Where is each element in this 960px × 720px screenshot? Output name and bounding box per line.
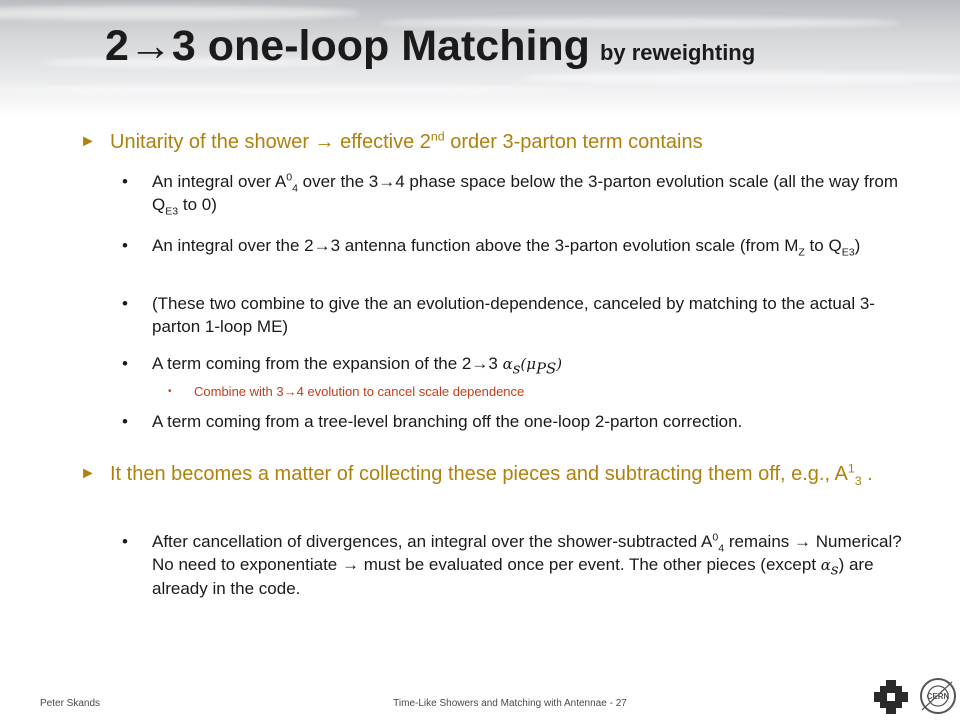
- bullet-dot-icon: •: [122, 236, 128, 255]
- subbullet-scale-dependence: • Combine with 3→4 evolution to cancel scale dependence: [168, 384, 525, 399]
- bullet-after-cancellation: • After cancellation of divergences, an integral over the shower-subtracted $A^0_4$ remains → Numerical? No need to exponentiate → must be evaluated once per event. The other pieces (except $\alpha_s$) are already in the code.: [122, 531, 902, 598]
- bullet-unitarity: ► Unitarity of the shower → effective 2nd order 3-parton term contains: [80, 129, 703, 153]
- bullet-integral-a04: • An integral over $A^0_4$ over the 3→4 phase space below the 3-parton evolution scale (all the way from $Q_{E3}$ to 0): [122, 171, 898, 218]
- bullet-dot-icon: •: [168, 386, 172, 397]
- bullet-dot-icon: •: [122, 354, 128, 373]
- bullet-dot-icon: •: [122, 532, 128, 551]
- bullet-dot-icon: •: [122, 294, 128, 313]
- bullet-dot-icon: •: [122, 172, 128, 191]
- bullet-integral-antenna: • An integral over the 2→3 antenna function above the 3-parton evolution scale (from $M_Z$ to $Q_{E3}$): [122, 236, 861, 259]
- title-subtitle: by reweighting: [599, 40, 756, 65]
- cern-logo-icon: [918, 676, 958, 716]
- cern-logo-text: CERN: [926, 692, 950, 701]
- bullet-combine-evolution: • (These two combine to give the an evolution-dependence, canceled by matching to the actual 3-parton 1-loop ME): [122, 294, 875, 336]
- footer-title: Time-Like Showers and Matching with Antennae - 27: [393, 698, 627, 709]
- bullet-arrow-icon: ►: [80, 133, 96, 150]
- bullet-dot-icon: •: [122, 412, 128, 431]
- bullet-expansion-term: • A term coming from the expansion of the 2→3 $\alpha_s(\mu_{PS})$: [122, 354, 563, 378]
- footer-author: Peter Skands: [40, 698, 101, 709]
- title-main: 2→3 one-loop Matching: [105, 22, 590, 70]
- bullet-arrow-icon: ►: [80, 465, 96, 482]
- bullet-collecting-pieces: ► It then becomes a matter of collecting these pieces and subtracting them off, e.g., $A^1_3$ .: [80, 461, 873, 488]
- fermilab-logo-icon: [872, 678, 910, 716]
- bullet-tree-level: • A term coming from a tree-level branching off the one-loop 2-parton correction.: [122, 412, 743, 431]
